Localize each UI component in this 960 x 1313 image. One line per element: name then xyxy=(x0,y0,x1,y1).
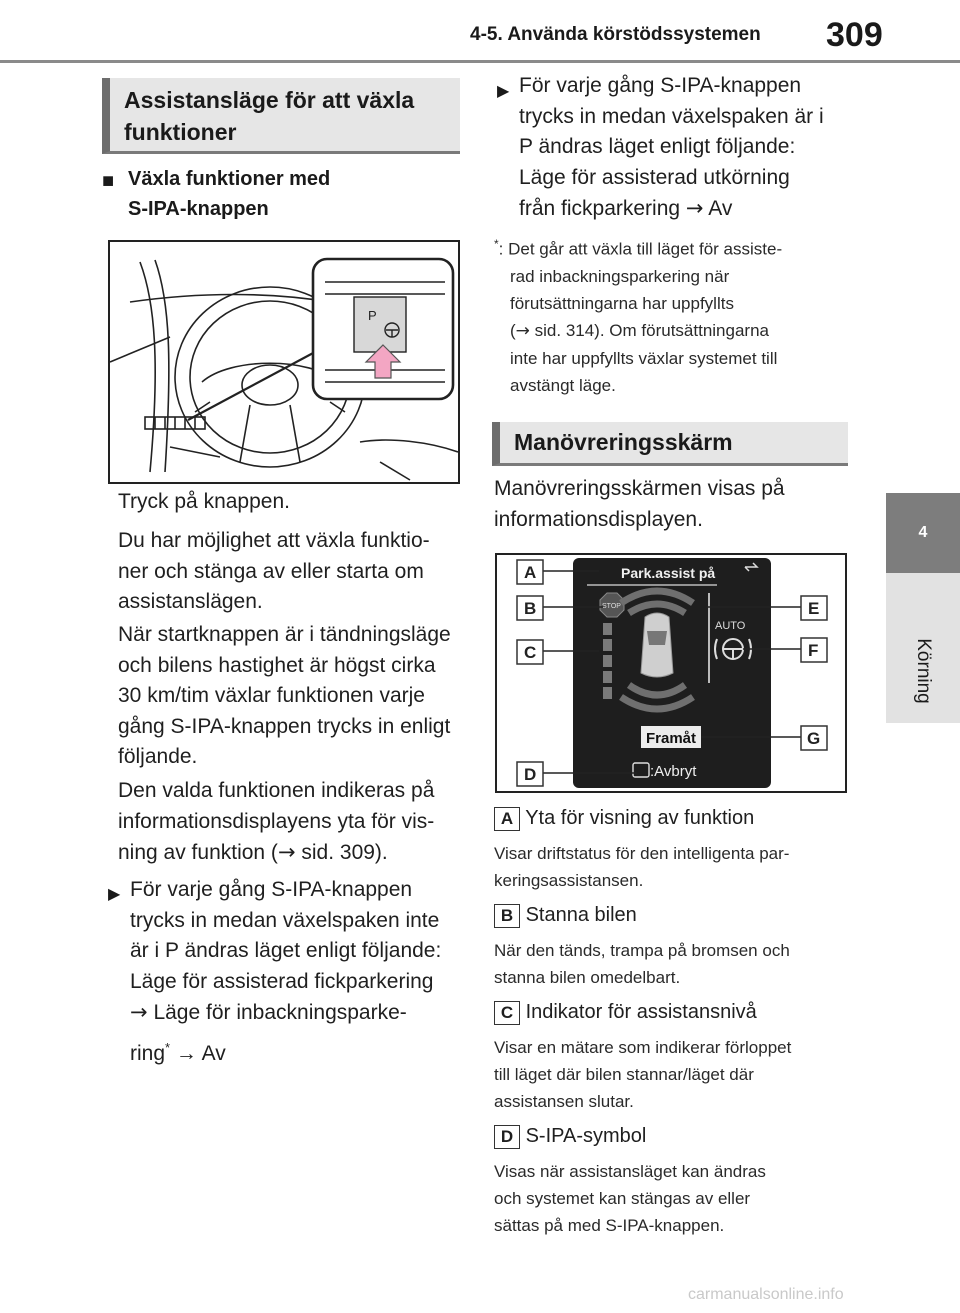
text-line: P ändras läget enligt följande: xyxy=(519,135,796,158)
direction-label: Framåt xyxy=(646,730,697,747)
text-line: Manövreringsskärmen visas på xyxy=(494,477,785,500)
subheading xyxy=(128,164,330,224)
text-line: informationsdisplayens yta för vis- xyxy=(118,809,435,833)
paragraph xyxy=(118,526,430,618)
cancel-label: :Avbryt xyxy=(650,763,697,780)
chapter-label: Körning xyxy=(913,638,934,704)
callout-f: F xyxy=(808,641,819,660)
section-heading-assist-mode xyxy=(102,78,460,154)
text-line: Läge för assisterad fickparkering xyxy=(130,969,434,993)
text-line xyxy=(130,1033,441,1070)
arrow-icon: → xyxy=(130,1000,148,1024)
operation-screen-drawing xyxy=(497,555,845,791)
footnote-marker: * xyxy=(165,1039,171,1055)
arrow-icon: → xyxy=(685,196,704,220)
section-heading-screen xyxy=(492,422,848,466)
dashboard-drawing xyxy=(110,242,458,482)
button-glyph: P xyxy=(368,308,377,323)
page-ref: sid. 314). Om förutsättningarna xyxy=(529,320,769,340)
legend-label: D xyxy=(494,1125,520,1149)
arrow-icon: → xyxy=(515,320,530,341)
text-line: informationsdisplayen. xyxy=(494,507,703,531)
text-line: inte har uppfyllts växlar systemet till xyxy=(510,348,778,368)
text-line: Visar driftstatus för den intelligenta par- xyxy=(494,843,790,863)
callout-e: E xyxy=(808,599,820,618)
paragraph xyxy=(118,776,434,869)
legend-title: Yta för visning av funktion xyxy=(525,807,755,829)
legend-label: B xyxy=(494,904,520,928)
text-line: Den valda funktionen indikeras på xyxy=(118,779,435,802)
callout-g: G xyxy=(807,729,821,748)
auto-label: AUTO xyxy=(715,620,746,632)
subheading-line: S-IPA-knappen xyxy=(128,198,269,220)
text-line xyxy=(118,837,434,869)
page-ref: sid. 309). xyxy=(295,841,388,864)
text-line: gång S-IPA-knappen trycks in enligt xyxy=(118,714,451,738)
bullet-paragraph xyxy=(519,71,824,225)
footnote xyxy=(494,231,782,399)
text-line: assistansen slutar. xyxy=(494,1091,634,1111)
paragraph xyxy=(494,474,785,535)
text-line: assistanslägen. xyxy=(118,590,263,613)
callout-c: C xyxy=(524,643,537,662)
text-line: När startknappen är i tändningsläge xyxy=(118,623,451,646)
triangle-bullet-icon: ▶ xyxy=(108,886,121,903)
screen-title: Park.assist på xyxy=(621,565,716,581)
bullet-paragraph xyxy=(130,875,441,1069)
text-line: keringsassistansen. xyxy=(494,870,644,890)
dashboard-illustration xyxy=(108,240,460,484)
paragraph xyxy=(118,620,451,773)
header-rule xyxy=(0,60,960,63)
legend-title: Indikator för assistansnivå xyxy=(525,1001,757,1023)
text-line: Visas när assistansläget kan ändras xyxy=(494,1161,766,1181)
text-line: är i P ändras läget enligt följande: xyxy=(130,939,442,962)
paragraph: Tryck på knappen. xyxy=(118,490,290,513)
callout-a: A xyxy=(524,563,537,582)
text-line: trycks in medan växelspaken är i xyxy=(519,104,824,128)
text-fragment: : Det går att växla till läget för assiste- xyxy=(498,239,783,259)
text-line: följande. xyxy=(118,745,198,768)
legend-item-d xyxy=(494,1121,846,1239)
page-number: 309 xyxy=(826,16,883,54)
heading-line: Assistansläge för att växla xyxy=(124,87,415,113)
text-line xyxy=(494,317,782,345)
text-fragment: Av xyxy=(703,197,733,220)
text-fragment: → Av xyxy=(170,1041,226,1065)
text-line: till läget där bilen stannar/läget där xyxy=(494,1064,754,1084)
text-fragment: ning av funktion ( xyxy=(118,841,278,864)
running-header-title: 4-5. Använda körstödssystemen xyxy=(470,24,761,45)
watermark: carmanualsonline.info xyxy=(688,1286,844,1303)
chapter-number: 4 xyxy=(918,524,928,541)
text-line xyxy=(130,997,441,1029)
text-line: Läge för assisterad utkörning xyxy=(519,165,790,189)
car-icon xyxy=(641,613,673,677)
text-line: rad inbackningsparkering när xyxy=(510,266,730,286)
operation-screen-illustration xyxy=(495,553,847,793)
legend-label: A xyxy=(494,807,520,831)
text-fragment: från fickparkering xyxy=(519,197,686,220)
legend-title: Stanna bilen xyxy=(525,904,637,926)
triangle-bullet-icon: ▶ xyxy=(497,83,510,100)
text-line: När den tänds, trampa på bromsen och xyxy=(494,940,790,960)
legend-title: S-IPA-symbol xyxy=(525,1125,647,1147)
text-line: stanna bilen omedelbart. xyxy=(494,967,681,987)
text-line xyxy=(519,193,824,225)
text-line: 30 km/tim växlar funktionen varje xyxy=(118,684,425,707)
text-line: trycks in medan växelspaken inte xyxy=(130,908,440,932)
callout-d: D xyxy=(524,765,537,784)
text-line: och systemet kan stängas av eller xyxy=(494,1188,751,1208)
text-line: ner och stänga av eller starta om xyxy=(118,559,424,583)
text-line: avstängt läge. xyxy=(510,375,616,395)
text-line: sättas på med S-IPA-knappen. xyxy=(494,1215,725,1235)
legend-item-a xyxy=(494,803,846,894)
text-line: Visar en mätare som indikerar förloppet xyxy=(494,1037,792,1057)
text-line xyxy=(494,231,782,263)
stop-label: STOP xyxy=(602,603,621,610)
legend-label: C xyxy=(494,1001,520,1025)
text-line: förutsättningarna har uppfyllts xyxy=(510,293,734,313)
arrow-icon: → xyxy=(277,840,296,864)
text-line: och bilens hastighet är högst cirka xyxy=(118,653,436,677)
footnote-marker: * xyxy=(494,237,499,251)
legend-item-c xyxy=(494,997,846,1115)
text-line: För varje gång S-IPA-knappen xyxy=(130,878,413,901)
legend-item-b xyxy=(494,900,846,991)
subheading-line: Växla funktioner med xyxy=(128,168,331,190)
heading-line: Manövreringsskärm xyxy=(514,429,733,455)
text-line: Du har möjlighet att växla funktio- xyxy=(118,529,430,552)
callout-b: B xyxy=(524,599,537,618)
text-fragment: ring xyxy=(130,1041,166,1065)
text-line: För varje gång S-IPA-knappen xyxy=(519,74,802,97)
heading-line: funktioner xyxy=(124,119,237,145)
text-fragment: ( xyxy=(510,320,516,340)
text-fragment: Läge för inbackningsparke- xyxy=(147,1001,407,1024)
assist-level-gauge xyxy=(603,623,612,699)
square-bullet-icon: ■ xyxy=(102,170,115,192)
